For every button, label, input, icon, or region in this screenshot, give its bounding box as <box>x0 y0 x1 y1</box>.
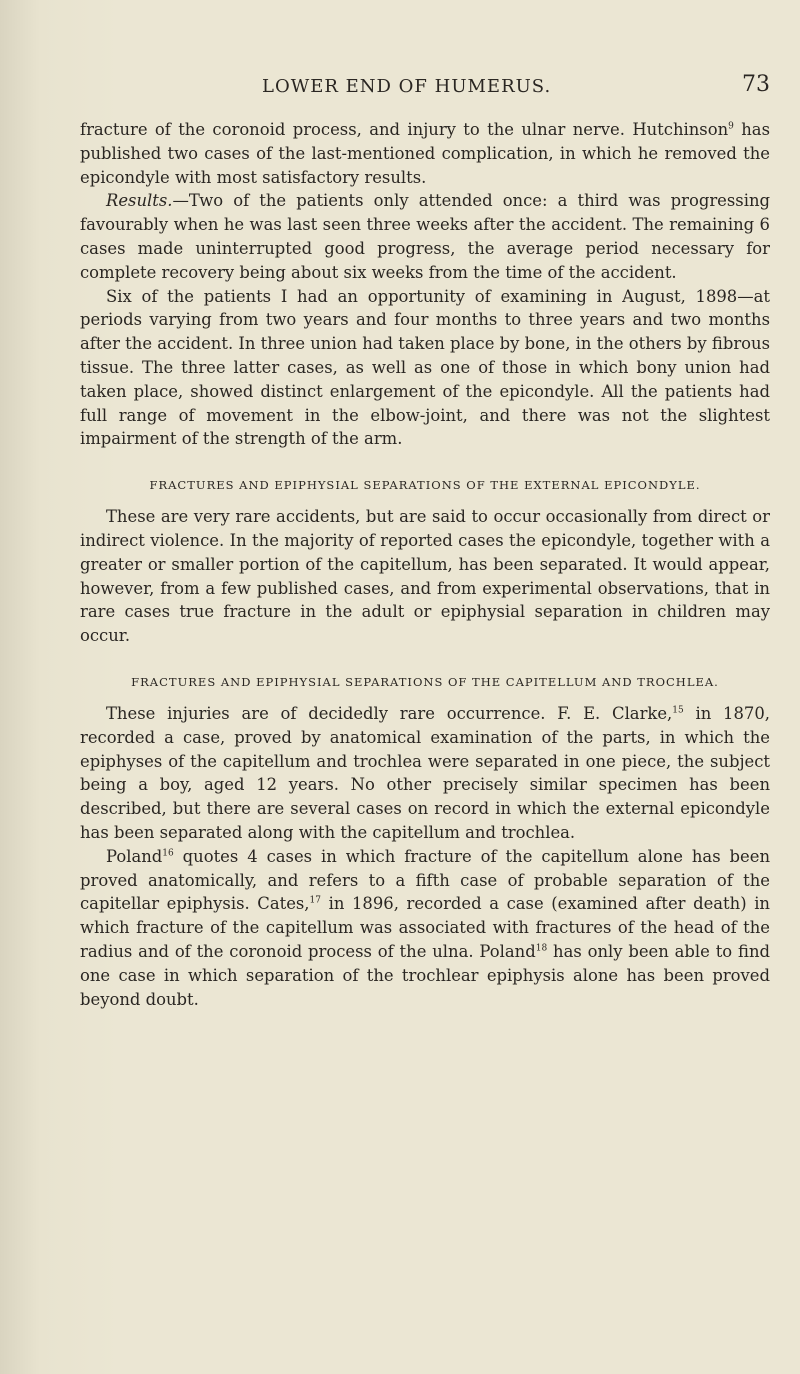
section-heading-external-epicondyle: FRACTURES AND EPIPHYSIAL SEPARATIONS OF THE EXTERNAL EPICONDYLE. <box>149 478 701 493</box>
page-header <box>0 72 800 106</box>
results-label: Results. <box>106 191 173 211</box>
paragraph-clarke: These injuries are of decidedly rare occurrence. F. E. Clarke,$^{15}$ in 1870, recorded a case, proved by anatomical examination of the parts, in which the epiphyses of the capitellum and trochlea were separated in one piece, the subject being a boy, aged 12 years. No other precisely similar specimen has been described, but there are several cases on record in which the external epicondyle has been separated along with the capitellum and trochlea. <box>80 703 770 842</box>
paragraph-poland: Poland$^{16}$ quotes 4 cases in which fracture of the capitellum alone has been proved anatomically, and refers to a fifth case of probable separation of the capitellar epiphysis. Cates,$^{17}$ in 1896, recorded a case (examined after death) in which fracture of the capitellum was associated with fractures of the head of the radius and of the coronoid process of the ulna. Poland$^{18}$ has only been able to find one case in which separation of the trochlear epiphysis alone has been proved beyond doubt. <box>80 846 770 1009</box>
paragraph-results: Results.—Two of the patients only attended once: a third was progressing favourably when he was last seen three weeks after the accident. The remaining 6 cases made uninterrupted good progress, the average period necessary for complete recovery being about six weeks from the time of the accident. <box>80 191 770 282</box>
paragraph-continuation: fracture of the coronoid process, and injury to the ulnar nerve. Hutchinson$^9$ has published two cases of the last-mentioned complication, in which he removed the epicondyle with most satisfactory results. <box>80 120 770 187</box>
footnote-ref: 16 <box>162 848 174 859</box>
paragraph-examination: Six of the patients I had an opportunity of examining in August, 1898—at periods varying from two years and four months to three years and two months after the accident. In three union had taken place by bone, in the others by fibrous tissue. The three latter cases, as well as one of those in which bony union had taken place, showed distinct enlargement of the epicondyle. All the patients had full range of movement in the elbow-joint, and there was not the slightest impairment of the strength of the arm. <box>80 286 770 449</box>
footnote-ref: 9 <box>728 121 734 132</box>
body-text <box>80 118 770 1011</box>
footnote-ref: 18 <box>535 943 548 954</box>
paragraph-epicondyle: These are very rare accidents, but are said to occur occasionally from direct or indirect violence. In the majority of reported cases the epicondyle, together with a greater or smaller portion of the capitellum, has been separated. It would appear, however, from a few published cases, and from experimental observations, that in rare cases true fracture in the adult or epiphysial separation in children may occur. <box>80 507 770 646</box>
section-heading-capitellum-trochlea: FRACTURES AND EPIPHYSIAL SEPARATIONS OF THE CAPITELLUM AND TROCHLEA. <box>131 674 719 689</box>
page-number: 73 <box>742 72 770 97</box>
footnote-ref: 15 <box>672 705 684 716</box>
footnote-ref: 17 <box>309 895 321 906</box>
running-title: LOWER END OF HUMERUS. <box>262 76 552 97</box>
